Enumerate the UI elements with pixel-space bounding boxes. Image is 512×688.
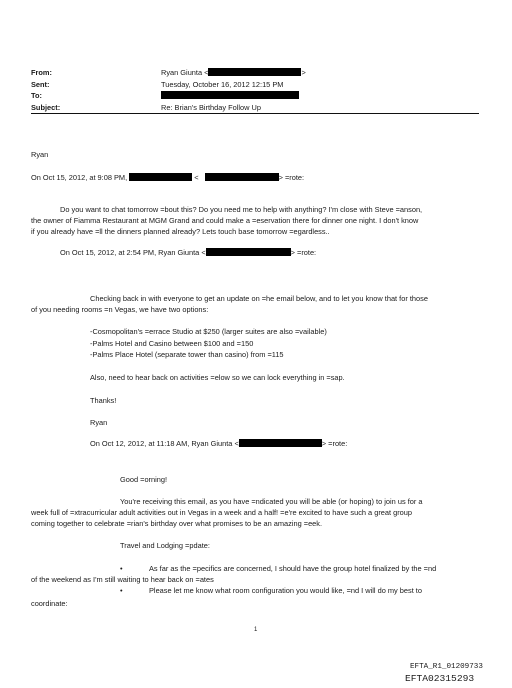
option-1: -Cosmopolitan's =errace Studio at $250 (larger suites are also =vailable) [90,327,327,336]
p1-line-1: Do you want to chat tomorrow =bout this? Do you need me to help with anything? I'm close with Steve =anson, [60,205,423,214]
bullet-2-text: Please let me know what room configuration you would like, =nd I will do my best to [149,586,422,595]
bullet-1-cont: of the weekend as I'm still waiting to hear back on =ates [31,575,214,584]
redaction-to [161,91,299,99]
footer-id-2: EFTA02315293 [405,673,475,684]
p1-line-3: if you already have =ll the dinners planned already? Lets touch base tomorrow =egardless.. [31,227,330,236]
redaction-quote3-email [239,439,322,447]
redaction-quote2-email [206,248,291,256]
bullet-2-cont: coordinate: [31,599,68,608]
from-value [161,68,306,77]
quote2-intro: On Oct 15, 2012, at 2:54 PM, Ryan Giunta < [60,248,206,257]
quote1-intro: On Oct 15, 2012, at 9:08 PM, [31,173,128,182]
quote1-wrote: > =rote: [278,173,305,182]
p4-line-2: week full of =xtracurricular adult activities out in Vegas in a week and a half! =e're excited to have such a great group [31,508,413,517]
quote3-intro: On Oct 12, 2012, at 11:18 AM, Ryan Giunta < [90,439,239,448]
quote3-line [90,439,347,448]
from-label: From: [31,68,52,77]
p4-line-1: You're receiving this email, as you have =ndicated you will be able (or hoping) to join us for a [120,497,423,506]
quote2-line [60,248,316,257]
redaction-quote1-email [205,173,279,181]
good-morning: Good =orning! [120,475,168,484]
option-2: -Palms Hotel and Casino between $100 and =150 [90,339,254,348]
quote3-wrote: > =rote: [321,439,348,448]
sent-label: Sent: [31,80,50,89]
p4-line-3: coming together to celebrate =rian's birthday over what promises to be an amazing =eek. [31,519,323,528]
redaction-from-email [208,68,301,76]
p1-line-2: the owner of Fiamma Restaurant at MGM Grand and could make a =eservation there for dinner one night. I don't know [31,216,419,225]
p2-line-2: of you needing rooms =n Vegas, we have two options: [31,305,209,314]
bullet-1-text: As far as the =pecifics are concerned, I should have the group hotel finalized by the =nd [149,564,437,573]
from-name: Ryan Giunta < [161,68,209,77]
from-close: > [301,68,306,77]
thanks: Thanks! [90,396,117,405]
signature: Ryan [90,418,108,427]
travel-heading: Travel and Lodging =pdate: [120,541,210,550]
redaction-quote1-name [129,173,192,181]
quote2-wrote: > =rote: [290,248,317,257]
subject-label: Subject: [31,103,61,112]
bullet-1-marker: • [120,564,123,573]
quote1-mid: < [194,173,199,182]
bullet-2-marker: • [120,586,123,595]
footer-id-1: EFTA_R1_01209733 [410,663,483,671]
header-divider [31,113,479,114]
subject-value: Re: Brian's Birthday Follow Up [161,103,261,112]
greeting: Ryan [31,150,49,159]
sent-value: Tuesday, October 16, 2012 12:15 PM [161,80,284,89]
page-number: 1 [254,627,258,633]
to-label: To: [31,91,42,100]
p3: Also, need to hear back on activities =elow so we can lock everything in =sap. [90,373,345,382]
quote1-line [31,173,304,182]
p2-line-1: Checking back in with everyone to get an update on =he email below, and to let you know that for those [90,294,428,303]
option-3: -Palms Place Hotel (separate tower than casino) from =115 [90,350,284,359]
